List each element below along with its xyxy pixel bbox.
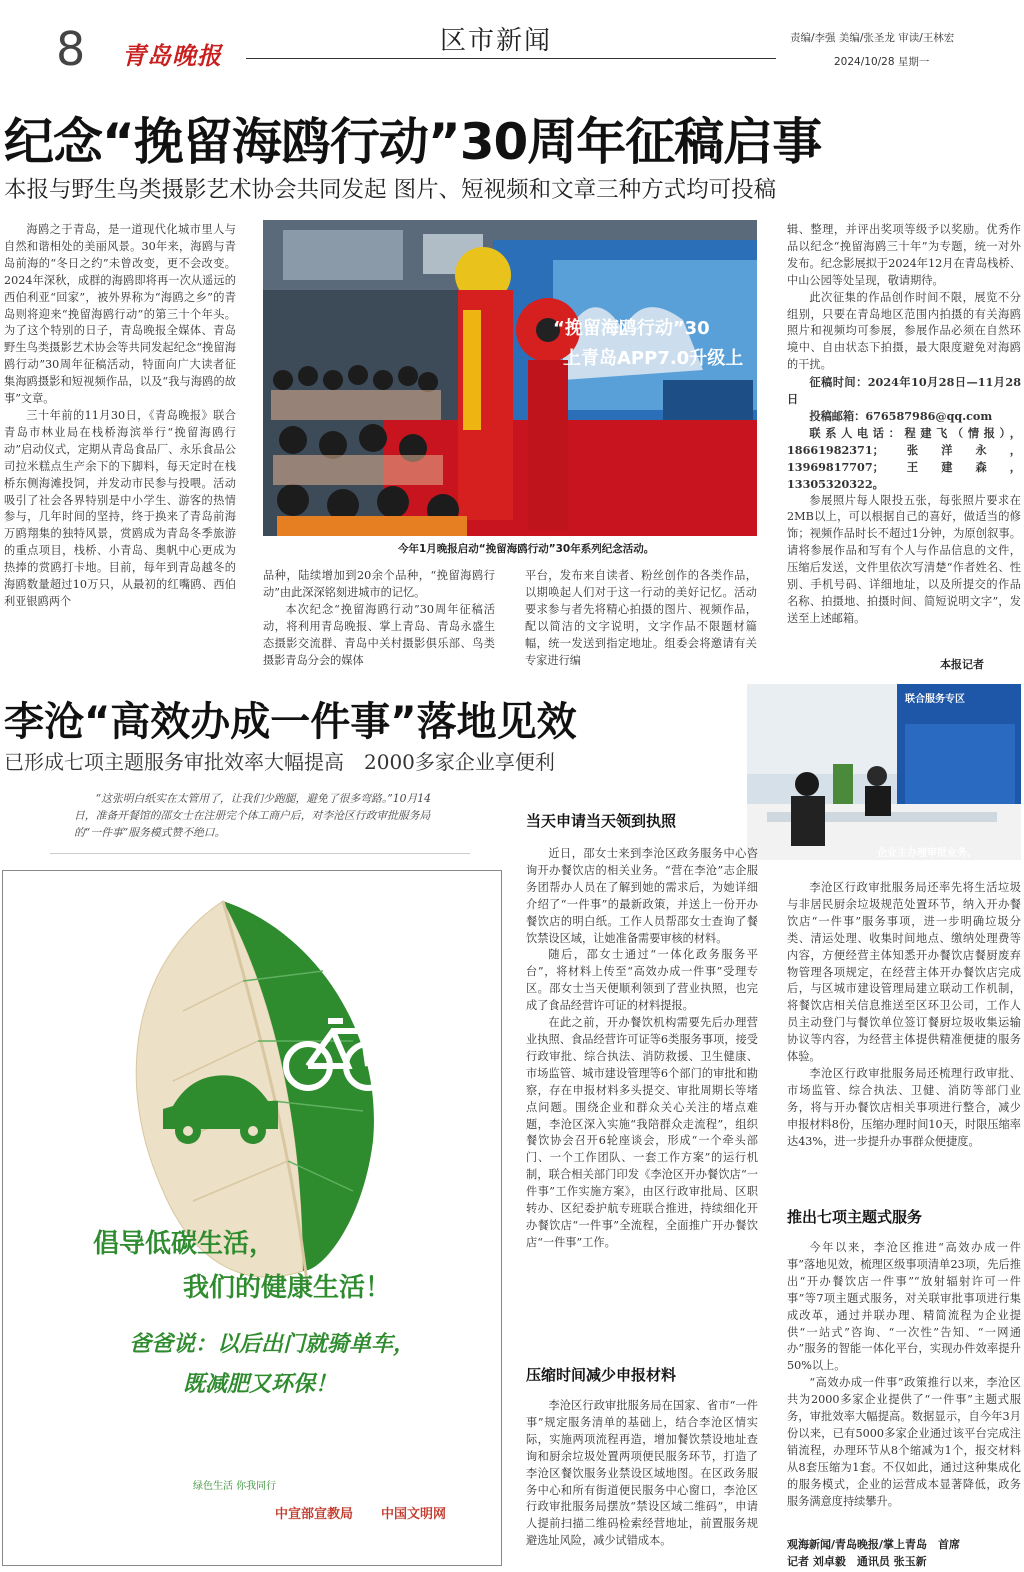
section-title: 区市新闻 (440, 26, 553, 56)
article1-column-4 (787, 222, 1021, 654)
ad-slogan-4: 既减肥又环保！ (183, 1371, 338, 1397)
paragraph: 李沧区行政审批服务局还率先将生活垃圾与非居民厨余垃圾规范处置环节，纳入开办餐饮店“一件事”服务事项，进一步明确垃圾分类、清运处理、收集时间地点、缴纳处理费等内容，方便经营主体知悉开办餐饮店餐厨废弃物管理各项规定，在经营主体开办餐饮店完成后，与区城市建设管理局建立联动工作机制，将餐饮店相关信息推送至区环卫公司，工作人员主动登门与餐饮单位签订餐厨垃圾收集运输协议等内容，为经营主体提供精准便捷的服务体验。 (787, 881, 1021, 1064)
article1-column-3 (525, 568, 757, 670)
article2-column-b2 (787, 1240, 1021, 1536)
section-title-2: 压缩时间减少申报材料 (526, 1366, 677, 1384)
paragraph: 此次征集的作品创作时间不限，展览不分组别，只要在青岛地区范围内拍摄的有关海鸥照片和视频均可参展，参展作品必须在自然环境中、自由状态下拍摄，最大限度避免对海鸥的干扰。 (787, 290, 1021, 372)
page-number: 8 (56, 22, 86, 76)
lion-dance-illustration (263, 220, 757, 536)
paragraph: 近日，邵女士来到李沧区政务服务中心咨询开办餐饮店的相关业务。“营在李沧”志企服务团帮办人员在了解到她的需求后，为她详细介绍了“一件事”的最新政策，并送上一份开办餐饮店的明白纸。工作人员帮邵女士查询了餐饮禁设区域，让她准备需要审核的材料。 (526, 847, 758, 945)
service-hall-illustration (747, 684, 1021, 860)
contact-phones: 联系人电话：程建飞（情报），18661982371；张洋永，13969817707；王建森，13305320322。 (787, 425, 1021, 491)
photo-banner-text-2: 上青岛APP7.0升级上 (563, 348, 744, 369)
ad-slogan-2: 我们的健康生活！ (183, 1273, 392, 1303)
article1-column-1 (4, 222, 236, 670)
paragraph: 随后，邵女士通过“一体化政务服务平台”，将材料上传至“高效办成一件事”受理专区。邵女士当天便顺利领到了营业执照，也完成了食品经营许可证的材料提报。 (526, 948, 758, 1013)
paragraph: 本次纪念“挽留海鸥行动”30周年征稿活动，将利用青岛晚报、掌上青岛、青岛永盛生态摄影交流群、青岛中关村摄影俱乐部、鸟类摄影青岛分会的媒体 (263, 602, 495, 667)
ad-sponsor-2: 中国文明网 (381, 1507, 447, 1522)
article1-column-2 (263, 568, 495, 670)
article2-column-a (526, 846, 758, 1350)
submission-email: 投稿邮箱：676587986@qq.com (809, 408, 993, 423)
paragraph: 品种，陆续增加到20余个品种，“挽留海鸥行动”由此深深铭刻进城市的记忆。 (263, 569, 495, 599)
paragraph: 三十年前的11月30日，《青岛晚报》联合青岛市林业局在栈桥海滨举行“挽留海鸥行动”启动仪式，定期从青岛食品厂、永乐食品公司拉米糕点生产余下的下脚料，每天定时在栈桥东侧海滩投饲，并发动市民参与投喂。活动吸引了社会各界特别是中小学生、游客的热情参与，几年时间的坚持，终于换来了青岛前海万鸥翔集的独特风景，赏鸥成为青岛冬季旅游的重点项目，栈桥、小青岛、奥帆中心更成为热捧的赏鸥打卡地。目前，每年到青岛越冬的海鸥数量超过10万只，从最初的红嘴鸥、西伯利亚银鸥两个 (4, 408, 236, 608)
section-title-1: 当天申请当天领到执照 (526, 812, 677, 830)
lead-quote-text: “这张明白纸实在太管用了，让我们少跑腿，避免了很多弯路。”10月14日，准备开餐馆的邵女士在注册完个体工商户后，对李沧区行政审批服务局的“一件事”服务模式赞不绝口。 (74, 792, 432, 839)
byline-1: 本报记者 (940, 658, 984, 671)
byline-2b: 记者 刘卓毅 通讯员 张玉新 (787, 1555, 927, 1568)
service-hall-photo (747, 684, 1021, 860)
subheadline-1: 本报与野生鸟类摄影艺术协会共同发起 图片、短视频和文章三种方式均可投稿 (4, 177, 777, 203)
article2-column-b (787, 880, 1021, 1188)
article2-column-a2 (526, 1398, 758, 1568)
ad-slogan-1: 倡导低碳生活， (93, 1229, 276, 1259)
paragraph: 今年以来，李沧区推进“高效办成一件事”落地见效，梳理区级事项清单23项，先后推出“开办餐饮店一件事”“放射辐射许可一件事”等7项主题式服务，对关联审批事项进行集成改革，通过并联办理、精简流程为企业提供“一站式”咨询、“一次性”告知、“一网通办”服务的智能一体化平台，实现办件效率提升50%以上。 (787, 1241, 1021, 1373)
subheadline-2: 已形成七项主题服务审批效率大幅提高 2000多家企业享便利 (4, 750, 555, 774)
submission-time: 征稿时间：2024年10月28日—11月28日 (787, 375, 1021, 407)
photo-caption-2: 企业主办理审批业务。 (877, 848, 977, 859)
headline-1: 纪念“挽留海鸥行动”30周年征稿启事 (4, 113, 822, 171)
issue-date: 2024/10/28 星期一 (834, 56, 930, 68)
byline-2a: 观海新闻/青岛晚报/掌上青岛 首席 (787, 1538, 961, 1551)
paragraph: “高效办成一件事”政策推行以来，李沧区共为2000多家企业提供了“一件事”主题式服务，审批效率大幅提高。数据显示，自今年3月份以来，已有5000多家企业通过该平台完成注销流程，办理环节从8个缩减为1个，报交材料从8套压缩为1套。不仅如此，通过这种集成化的服务模式，企业的运营成本显著降低，政务服务满意度持续攀升。 (787, 1376, 1021, 1508)
paragraph: 在此之前，开办餐饮机构需要先后办理营业执照、食品经营许可证等6类服务事项，接受行政审批、综合执法、消防救援、卫生健康、市场监管、城市建设管理等6个部门的审批和勘察，存在申报材料多头提交、审批周期长等堵点问题。围绕企业和群众关心关注的堵点难题，李沧区深入实施“我陪群众走流程”，组织餐饮协会召开6轮座谈会，形成“一个牵头部门、一个工作团队、一套工作方案”的运行机制，联合相关部门印发《李沧区开办餐饮店“一件事”工作实施方案》，由区行政审批局、区职转办、区纪委护航专班联合推进，持续细化开办餐饮店“一件事”全流程，全面推广开办餐饮店“一件事”工作。 (526, 1016, 758, 1249)
lion-dance-photo (263, 220, 757, 536)
paragraph: 海鸥之于青岛，是一道现代化城市里人与自然和谐相处的美丽风景。30年来，海鸥与青岛前海的“冬日之约”未曾改变，更不会改变。2024年深秋，成群的海鸥即将再一次从遥远的西伯利亚“回家”，被外界称为“海鸥之乡”的青岛则将迎来“挽留海鸥行动”的第三十个年头。为了这个特别的日子，青岛晚报全媒体、青岛野生鸟类摄影艺术协会等共同发起纪念“挽留海鸥行动”30周年征稿活动，特面向广大读者征集海鸥摄影和短视频作品，以及“我与海鸥的故事”文章。 (4, 223, 236, 406)
paragraph: 参展照片每人限投五张，每张照片要求在2MB以上，可以根据自己的喜好，做适当的修饰；视频作品时长不超过1分钟，为原创叙事。请将参展作品和写有个人与作品信息的文件，压缩后发送，文件里依次写清楚“作者姓名、性别、手机号码、详细地址，以及所提交的作品名称、拍摄地、拍摄时间、简短说明文字”，发送至上述邮箱。 (787, 493, 1021, 625)
ad-sponsor-1: 中宣部宣教局 (275, 1507, 354, 1522)
paper-logo: 青岛晚报 (122, 41, 222, 70)
headline-2: 李沧“高效办成一件事”落地见效 (4, 699, 577, 745)
paragraph: 辑、整理，并评出奖项等级予以奖励。优秀作品以纪念“挽留海鸥三十年”为专题，统一对外发布。纪念影展拟于2024年12月在青岛栈桥、中山公园等处呈现，敬请期待。 (787, 223, 1021, 287)
section-title-4: 推出七项主题式服务 (787, 1208, 923, 1226)
editor-credits: 责编/李强 美编/张圣龙 审读/王林宏 (790, 32, 955, 44)
paragraph: 李沧区行政审批服务局还梳理行政审批、市场监管、综合执法、卫健、消防等部门业务，将与开办餐饮店相关事项进行整合，减少申报材料8份，压缩办理时间10天，时限压缩率达43%，进一步提升办事群众便捷度。 (787, 1066, 1021, 1148)
ad-slogan-3: 爸爸说：以后出门就骑单车， (129, 1331, 416, 1357)
public-service-ad (2, 870, 502, 1566)
photo-banner-text: “挽留海鸥行动”30 (553, 318, 710, 339)
lead-quote (50, 786, 470, 854)
ad-small-text: 绿色生活 你我同行 (193, 1481, 277, 1492)
paragraph: 平台，发布来自读者、粉丝创作的各类作品，以期唤起人们对于这一行动的美好记忆。活动要求参与者先将精心拍摄的图片、视频作品，配以简洁的文字说明，文字作品不限题材篇幅，统一发送到指定地址。组委会将邀请有关专家进行编 (525, 569, 757, 667)
paragraph: 李沧区行政审批服务局在国家、省市“一件事”规定服务清单的基础上，结合李沧区情实际，实施两项流程再造，增加餐饮禁设地址查询和厨余垃圾处置两项便民服务环节，打造了李沧区餐饮服务业禁设区域地图。在区政务服务中心和所有街道便民服务中心窗口，李沧区行政审批服务局摆放“禁设区域二维码”，申请人提前扫描二维码检索经营地址，前置服务规避选址风险，减少试错成本。 (526, 1399, 758, 1548)
screen-title: 联合服务专区 (905, 694, 965, 705)
photo-caption-1: 今年1月晚报启动“挽留海鸥行动”30年系列纪念活动。 (398, 543, 655, 555)
header-rule (246, 58, 776, 59)
